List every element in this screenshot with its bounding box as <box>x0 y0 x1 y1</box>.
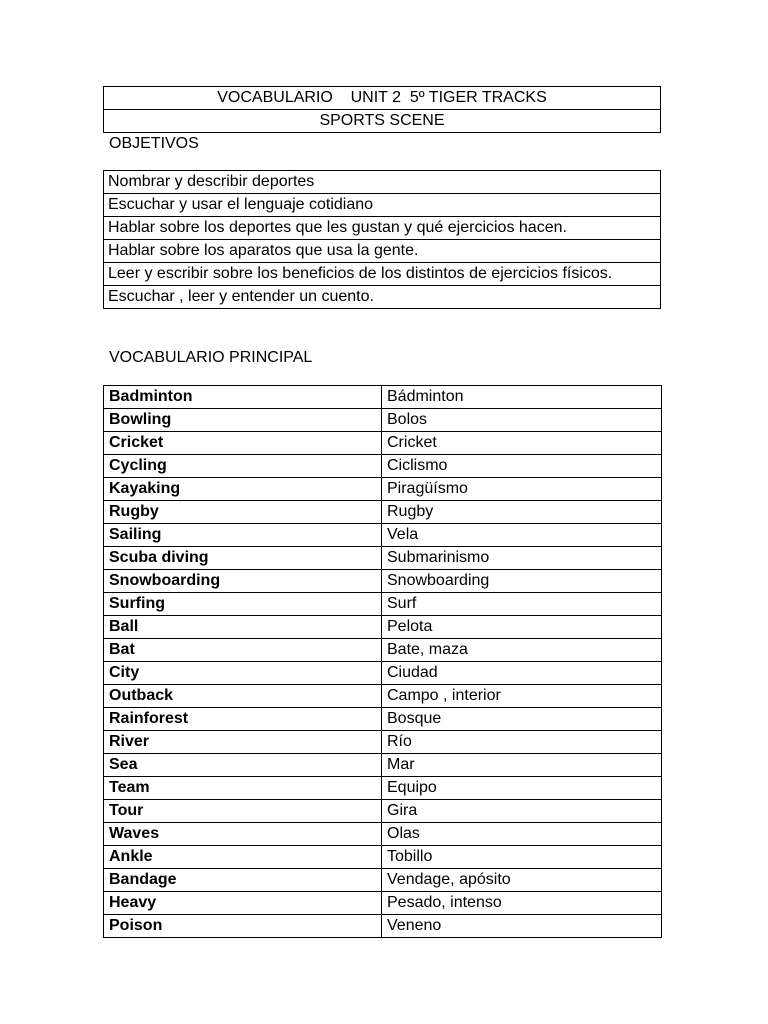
vocabulary-row <box>104 501 662 524</box>
vocabulary-row <box>104 432 662 455</box>
spanish-translation: Bate, maza <box>382 639 662 662</box>
spanish-translation: Ciclismo <box>382 455 662 478</box>
spanish-translation: Cricket <box>382 432 662 455</box>
english-term: River <box>104 731 382 754</box>
english-term: Ankle <box>104 846 382 869</box>
spanish-translation: Surf <box>382 593 662 616</box>
title-row <box>104 87 661 110</box>
objective-item: Hablar sobre los aparatos que usa la gente. <box>104 240 661 263</box>
spanish-translation: Tobillo <box>382 846 662 869</box>
spanish-translation: Rugby <box>382 501 662 524</box>
spanish-translation: Submarinismo <box>382 547 662 570</box>
subtitle-row <box>104 110 661 133</box>
spanish-translation: Mar <box>382 754 662 777</box>
vocabulary-row <box>104 662 662 685</box>
english-term: Sailing <box>104 524 382 547</box>
objective-item: Hablar sobre los deportes que les gustan y qué ejercicios hacen. <box>104 217 661 240</box>
vocabulary-heading: VOCABULARIO PRINCIPAL <box>109 349 313 366</box>
english-term: Surfing <box>104 593 382 616</box>
english-term: Team <box>104 777 382 800</box>
spanish-translation: Pelota <box>382 616 662 639</box>
objective-item: Escuchar y usar el lenguaje cotidiano <box>104 194 661 217</box>
vocabulary-row <box>104 915 662 938</box>
spanish-translation: Vendage, apósito <box>382 869 662 892</box>
english-term: Snowboarding <box>104 570 382 593</box>
objective-row <box>104 171 661 194</box>
vocabulary-row <box>104 708 662 731</box>
vocabulary-row <box>104 892 662 915</box>
spanish-translation: Bolos <box>382 409 662 432</box>
english-term: Rugby <box>104 501 382 524</box>
spanish-translation: Snowboarding <box>382 570 662 593</box>
objectives-table <box>103 170 661 309</box>
vocabulary-row <box>104 846 662 869</box>
english-term: Bat <box>104 639 382 662</box>
vocabulary-row <box>104 570 662 593</box>
vocabulary-row <box>104 455 662 478</box>
vocabulary-row <box>104 869 662 892</box>
objective-item: Leer y escribir sobre los beneficios de los distintos de ejercicios físicos. <box>104 263 661 286</box>
english-term: Poison <box>104 915 382 938</box>
document-title: VOCABULARIO UNIT 2 5º TIGER TRACKS <box>104 87 661 110</box>
vocabulary-row <box>104 685 662 708</box>
spanish-translation: Veneno <box>382 915 662 938</box>
english-term: Tour <box>104 800 382 823</box>
objective-row <box>104 286 661 309</box>
spanish-translation: Gira <box>382 800 662 823</box>
vocabulary-row <box>104 777 662 800</box>
english-term: Sea <box>104 754 382 777</box>
vocabulary-row <box>104 823 662 846</box>
spanish-translation: Pesado, intenso <box>382 892 662 915</box>
objective-item: Escuchar , leer y entender un cuento. <box>104 286 661 309</box>
vocabulary-row <box>104 593 662 616</box>
english-term: Heavy <box>104 892 382 915</box>
spanish-translation: Ciudad <box>382 662 662 685</box>
english-term: Rainforest <box>104 708 382 731</box>
english-term: Waves <box>104 823 382 846</box>
vocabulary-table-body <box>104 386 662 938</box>
spanish-translation: Piragüísmo <box>382 478 662 501</box>
vocabulary-row <box>104 409 662 432</box>
vocabulary-row <box>104 639 662 662</box>
vocabulary-table <box>103 385 662 938</box>
english-term: Badminton <box>104 386 382 409</box>
english-term: Outback <box>104 685 382 708</box>
english-term: Cycling <box>104 455 382 478</box>
spanish-translation: Vela <box>382 524 662 547</box>
english-term: Bowling <box>104 409 382 432</box>
objective-row <box>104 217 661 240</box>
objectives-heading: OBJETIVOS <box>109 135 199 152</box>
vocabulary-row <box>104 478 662 501</box>
english-term: City <box>104 662 382 685</box>
vocabulary-row <box>104 524 662 547</box>
spanish-translation: Río <box>382 731 662 754</box>
objective-row <box>104 263 661 286</box>
document-subtitle: SPORTS SCENE <box>104 110 661 133</box>
english-term: Bandage <box>104 869 382 892</box>
vocabulary-row <box>104 754 662 777</box>
spanish-translation: Olas <box>382 823 662 846</box>
spanish-translation: Bosque <box>382 708 662 731</box>
vocabulary-row <box>104 386 662 409</box>
vocabulary-row <box>104 731 662 754</box>
vocabulary-row <box>104 547 662 570</box>
english-term: Kayaking <box>104 478 382 501</box>
spanish-translation: Bádminton <box>382 386 662 409</box>
english-term: Cricket <box>104 432 382 455</box>
spanish-translation: Equipo <box>382 777 662 800</box>
objective-item: Nombrar y describir deportes <box>104 171 661 194</box>
spanish-translation: Campo , interior <box>382 685 662 708</box>
objective-row <box>104 240 661 263</box>
english-term: Scuba diving <box>104 547 382 570</box>
objective-row <box>104 194 661 217</box>
vocabulary-row <box>104 616 662 639</box>
vocabulary-row <box>104 800 662 823</box>
title-table <box>103 86 661 133</box>
english-term: Ball <box>104 616 382 639</box>
